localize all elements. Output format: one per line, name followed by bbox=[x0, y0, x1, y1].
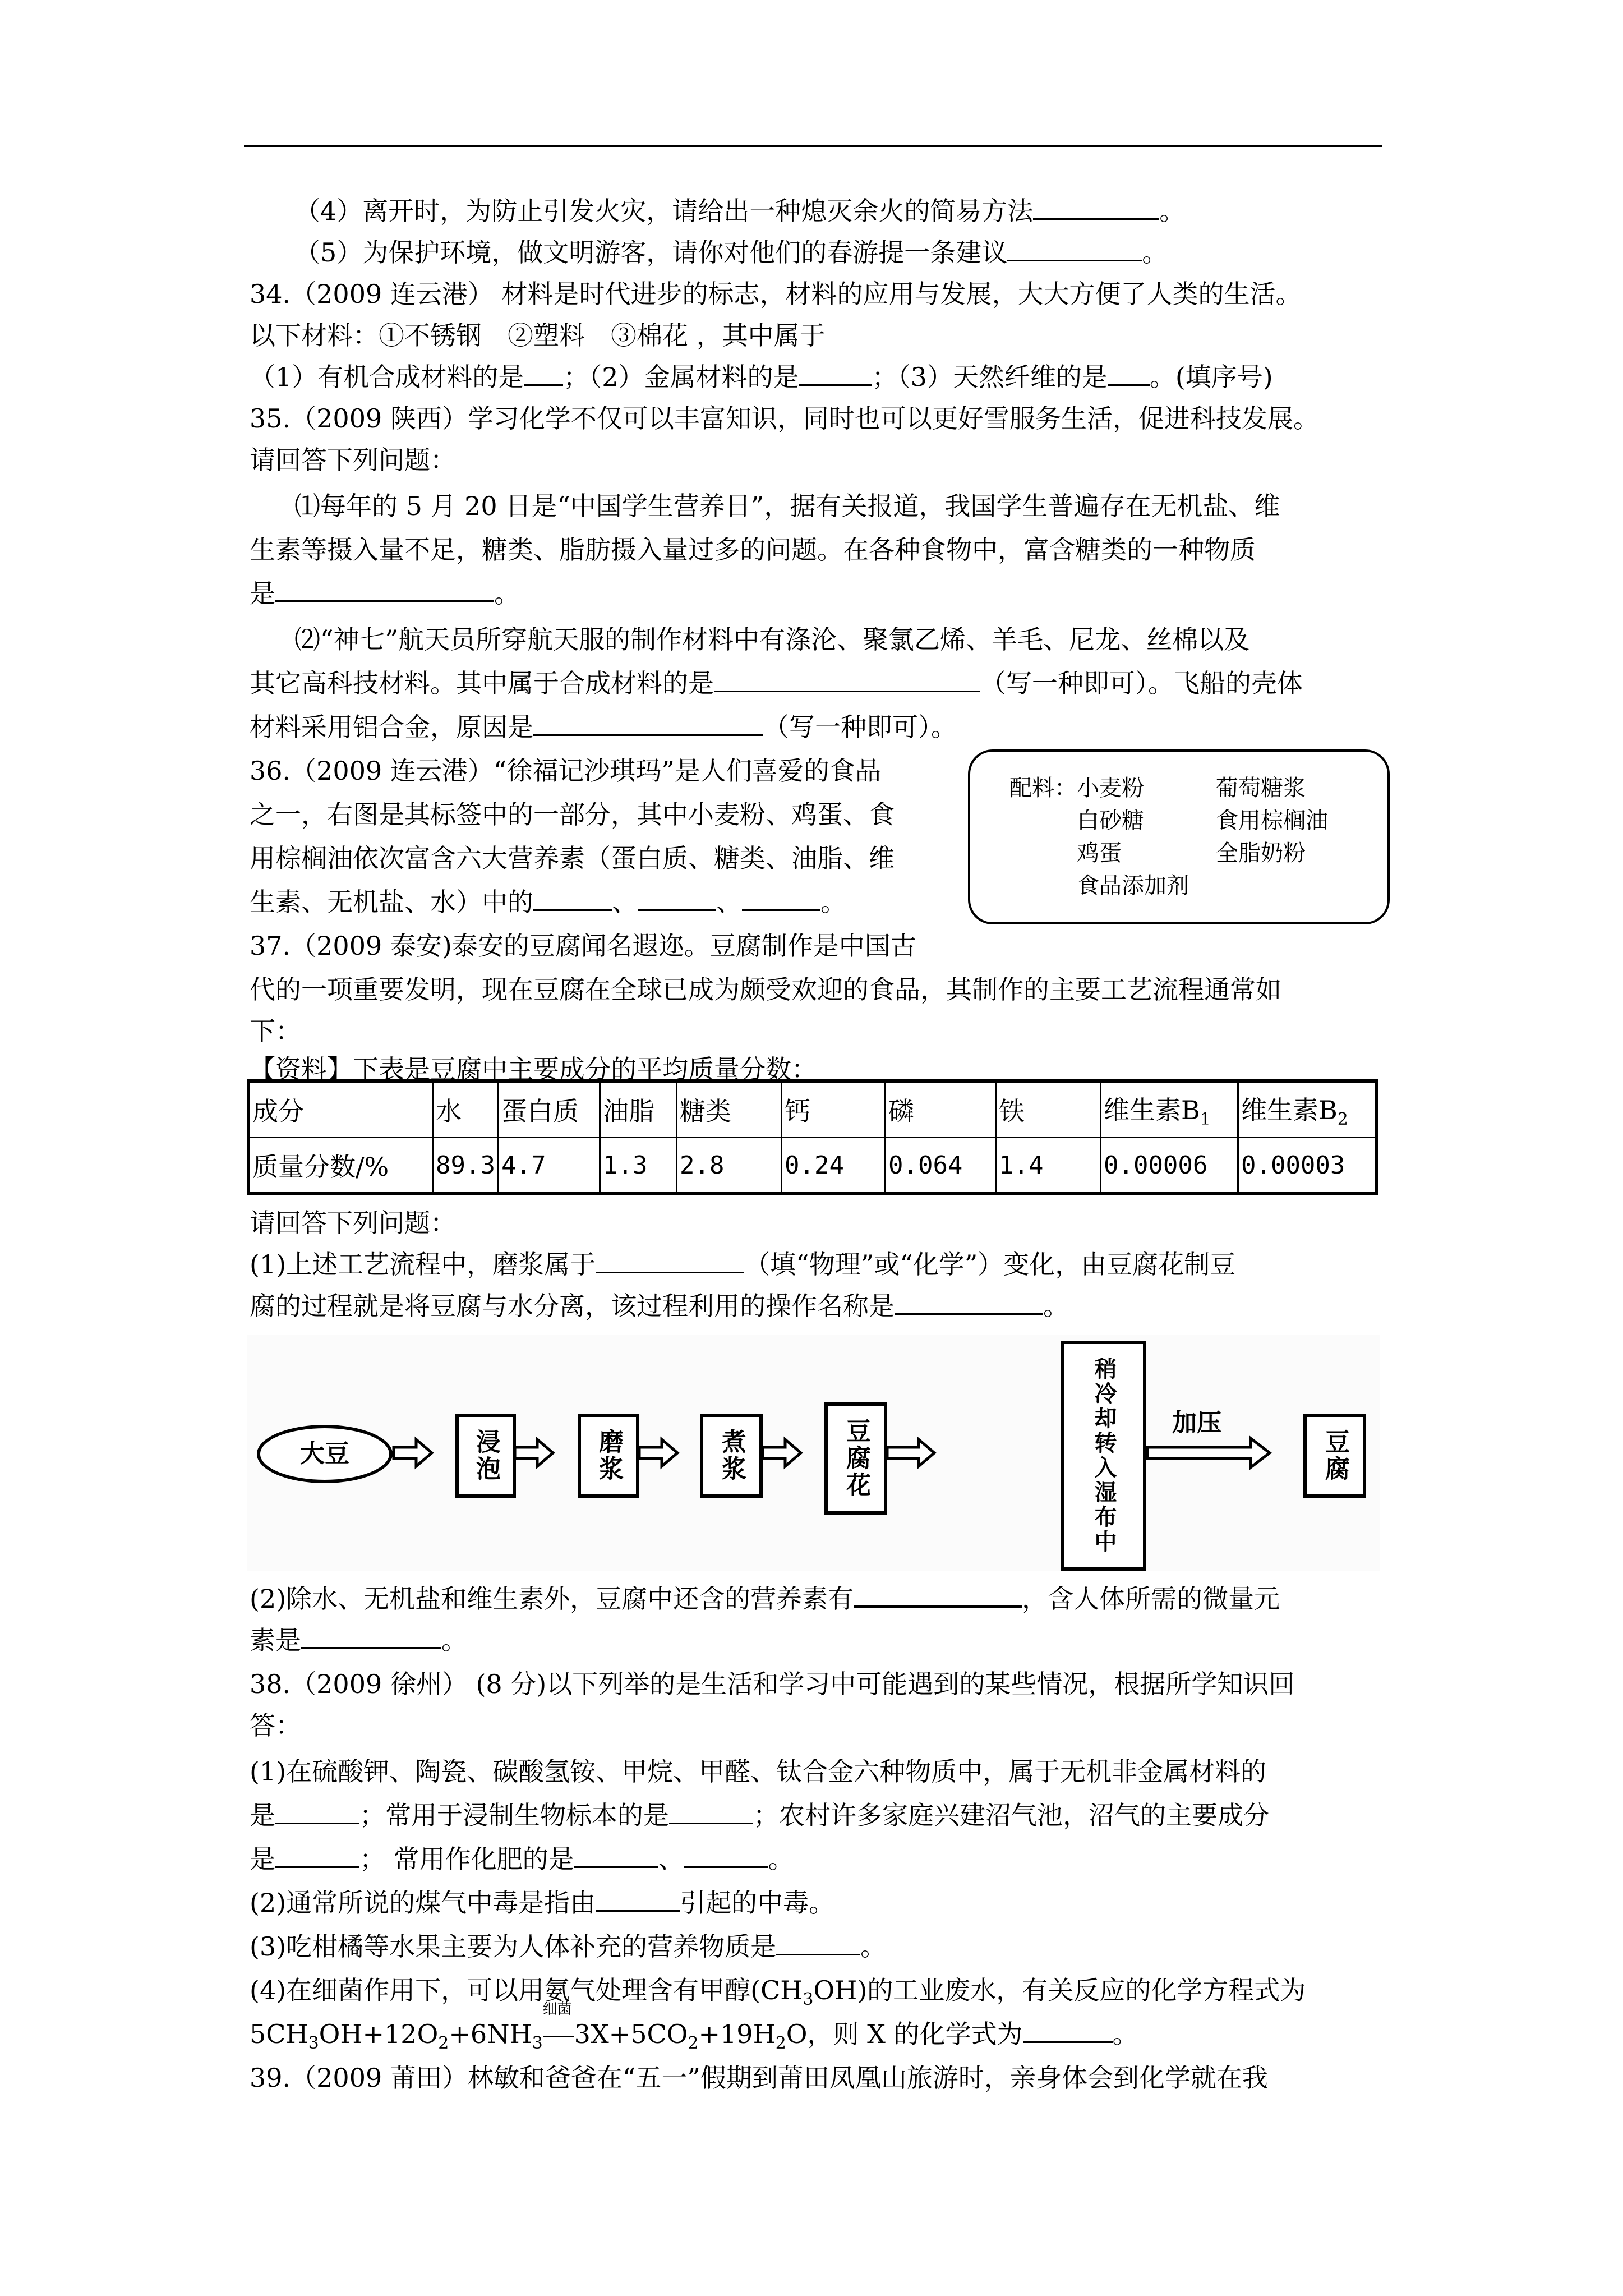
q38-equation: $5CH_3OH+12O_2+6NH_3$ 细菌 $3X+5CO_2+19H_2O$，则 X 的化学式为 。 bbox=[250, 2001, 1138, 2054]
q35-line5: 是 。 bbox=[250, 578, 520, 609]
label-item: 葡萄糖浆 bbox=[1216, 775, 1306, 801]
q36-line2: 之一，右图是其标签中的一部分，其中小麦粉、鸡蛋、食 bbox=[250, 799, 895, 830]
step-grind: 磨浆 bbox=[578, 1414, 639, 1498]
arrow-icon bbox=[763, 1439, 801, 1466]
table-cell: 2.8 bbox=[676, 1138, 781, 1194]
flow-arrows bbox=[247, 1335, 1380, 1571]
q37-line1: 37.（2009 泰安)泰安的豆腐闻名遐迩。豆腐制作是中国古 bbox=[250, 931, 916, 961]
q38-line2: 答： bbox=[250, 1710, 301, 1741]
arrow-icon bbox=[394, 1439, 432, 1466]
arrow-icon bbox=[515, 1439, 553, 1466]
q38-line7: (3)吃柑橘等水果主要为人体补充的营养物质是 。 bbox=[250, 1931, 887, 1962]
table-cell: 4.7 bbox=[498, 1138, 600, 1194]
label-item: 食用棕榈油 bbox=[1216, 808, 1328, 834]
label-item: 小麦粉 bbox=[1077, 775, 1144, 801]
table-header-cell: 蛋白质 bbox=[498, 1081, 600, 1138]
q35-line8: 材料采用铝合金，原因是 （写一种即可）。 bbox=[250, 712, 957, 742]
q35-line6: ⑵“神七”航天员所穿航天服的制作材料中有涤沦、聚氯乙烯、羊毛、尼龙、丝棉以及 bbox=[294, 624, 1250, 655]
q36-line1: 36.（2009 连云港）“徐福记沙琪玛”是人们喜爱的食品 bbox=[250, 756, 881, 786]
q37-line2: 代的一项重要发明，现在豆腐在全球已成为颇受欢迎的食品，其制作的主要工艺流程通常如 bbox=[250, 974, 1281, 1005]
step-cool-cloth: 稍冷却转入湿布中 bbox=[1061, 1341, 1146, 1571]
table-header-cell: 水 bbox=[433, 1081, 499, 1138]
table-cell: 0.24 bbox=[781, 1138, 885, 1194]
tofu-process-diagram bbox=[247, 1335, 1380, 1571]
q38-line6: (2)通常所说的煤气中毒是指由 引起的中毒。 bbox=[250, 1888, 835, 1918]
table-cell: 质量分数/% bbox=[248, 1138, 433, 1194]
q38-line4: 是 ；常用于浸制生物标本的是 ；农村许多家庭兴建沼气池，沼气的主要成分 bbox=[250, 1800, 1269, 1830]
q36-line3: 用棕榈油依次富含六大营养素（蛋白质、糖类、油脂、维 bbox=[250, 843, 895, 873]
q35-line4: 生素等摄入量不足，糖类、脂肪摄入量过多的问题。在各种食物中，富含糖类的一种物质 bbox=[250, 535, 1256, 565]
q35-line3: ⑴每年的 5 月 20 日是“中国学生营养日”，据有关报道，我国学生普遍存在无机盐、维 bbox=[294, 491, 1280, 521]
q38-line8: (4)在细菌作用下，可以用氨气处理含有甲醇$(CH_3OH)$的工业废水，有关反应的化学方程式为 bbox=[250, 1975, 1306, 2010]
table-cell: 1.4 bbox=[995, 1138, 1100, 1194]
q37-data-intro: 【资料】下表是豆腐中主要成分的平均质量分数： bbox=[250, 1054, 817, 1084]
q37-line5: 请回答下列问题： bbox=[250, 1208, 456, 1238]
q37-line3: 下： bbox=[250, 1016, 301, 1046]
table-cell: 0.00003 bbox=[1238, 1138, 1376, 1194]
table-cell: 1.3 bbox=[600, 1138, 676, 1194]
table-header-cell: 成分 bbox=[248, 1081, 433, 1138]
q33-item4: （4）离开时，为防止引发火灾，请给出一种熄灭余火的简易方法 。 bbox=[294, 196, 1186, 226]
press-label: 加压 bbox=[1172, 1409, 1221, 1437]
step-soak: 浸泡 bbox=[455, 1414, 516, 1498]
step-soybean: 大豆 bbox=[257, 1425, 393, 1483]
q36-line4: 生素、无机盐、水）中的 、 、 。 bbox=[250, 887, 846, 917]
q37-line9: 素是 。 bbox=[250, 1625, 467, 1655]
label-item: 食品添加剂 bbox=[1077, 873, 1189, 899]
arrow-icon bbox=[1147, 1438, 1270, 1467]
q38-line1: 38.（2009 徐州） (8 分)以下列举的是生活和学习中可能遇到的某些情况，根据所学知识回 bbox=[250, 1669, 1295, 1699]
table-cell: 0.064 bbox=[885, 1138, 995, 1194]
q37-line7: 腐的过程就是将豆腐与水分离，该过程利用的操作名称是 。 bbox=[250, 1291, 1069, 1321]
q39-line1: 39.（2009 莆田）林敏和爸爸在“五一”假期到莆田凤凰山旅游时，亲身体会到化学就在我 bbox=[250, 2063, 1268, 2093]
q38-line3: (1)在硫酸钾、陶瓷、碳酸氢铵、甲烷、甲醛、钛合金六种物质中，属于无机非金属材料的 bbox=[250, 1756, 1267, 1787]
table-header-cell: 维生素$B_2$ bbox=[1238, 1081, 1376, 1138]
arrow-icon bbox=[887, 1439, 934, 1466]
step-boil: 煮浆 bbox=[700, 1414, 763, 1498]
q34-line3: （1）有机合成材料的是 ；（2）金属材料的是 ；（3）天然纤维的是 。(填序号) bbox=[250, 362, 1273, 392]
header-rule bbox=[244, 145, 1382, 147]
q33-item5: （5）为保护环境，做文明游客，请你对他们的春游提一条建议 。 bbox=[294, 237, 1168, 268]
q34-line1: 34.（2009 连云港） 材料是时代进步的标志，材料的应用与发展，大大方便了人类的生活。 bbox=[250, 279, 1302, 309]
q34-line2: 以下材料：①不锈钢 ②塑料 ③棉花 ，其中属于 bbox=[250, 320, 826, 351]
step-tofu: 豆腐 bbox=[1303, 1414, 1366, 1498]
q37-line8: (2)除水、无机盐和维生素外，豆腐中还含的营养素有 ，含人体所需的微量元 bbox=[250, 1584, 1280, 1614]
q35-line7: 其它高科技材料。其中属于合成材料的是 （写一种即可）。飞船的壳体 bbox=[250, 668, 1303, 698]
step-tofu-pudding: 豆腐花 bbox=[824, 1402, 887, 1515]
reaction-condition: 细菌 bbox=[542, 2001, 572, 2018]
label-item: 全脂奶粉 bbox=[1216, 840, 1306, 866]
composition-table bbox=[247, 1079, 1378, 1195]
table-header-cell: 维生素$B_1$ bbox=[1100, 1081, 1238, 1138]
arrow-icon bbox=[639, 1439, 677, 1466]
label-item: 鸡蛋 bbox=[1077, 840, 1122, 866]
table-cell: 0.00006 bbox=[1100, 1138, 1238, 1194]
ingredient-label bbox=[968, 749, 1390, 924]
table-header-cell: 铁 bbox=[995, 1081, 1100, 1138]
table-row bbox=[248, 1081, 1376, 1138]
table-header-cell: 钙 bbox=[781, 1081, 885, 1138]
table-row bbox=[248, 1138, 1376, 1194]
table-header-cell: 磷 bbox=[885, 1081, 995, 1138]
q35-line2: 请回答下列问题： bbox=[250, 445, 456, 475]
q38-line5: 是 ； 常用作化肥的是 、 。 bbox=[250, 1844, 794, 1874]
q35-line1: 35.（2009 陕西）学习化学不仅可以丰富知识，同时也可以更好雪服务生活，促进科技发展。 bbox=[250, 403, 1319, 434]
table-cell: 89.3 bbox=[433, 1138, 499, 1194]
table-header-cell: 油脂 bbox=[600, 1081, 676, 1138]
q37-line6: (1)上述工艺流程中，磨浆属于 （填“物理”或“化学”）变化，由豆腐花制豆 bbox=[250, 1249, 1236, 1280]
label-item: 白砂糖 bbox=[1077, 808, 1144, 834]
table-header-cell: 糖类 bbox=[676, 1081, 781, 1138]
label-prefix: 配料： bbox=[1009, 775, 1077, 801]
